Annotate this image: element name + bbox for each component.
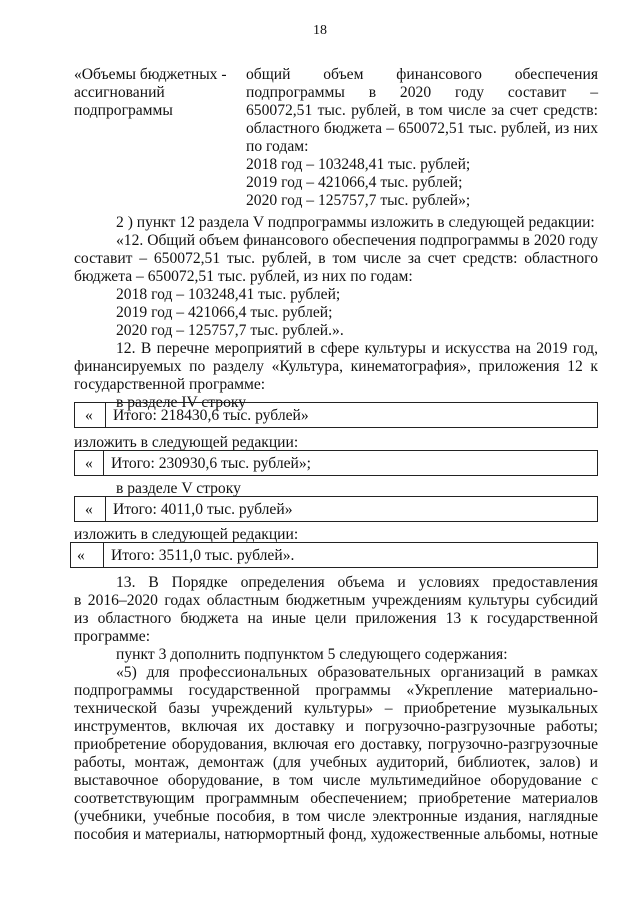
paragraph-line: «12. Общий объем финансового обеспечения подпрограммы в 2020 году: [116, 232, 598, 249]
paragraph-line: государственной программе:: [74, 376, 266, 393]
paragraph-line: программе:: [74, 628, 151, 645]
section-label: в разделе IV строку: [116, 394, 247, 411]
paragraph-line: подпрограммы государственной программы «Укрепление материально-: [74, 682, 598, 699]
paragraph-line: пособия и материалы, натюрмортный фонд, художественные альбомы, нотные: [74, 826, 598, 843]
table-left-line: «Объемы бюджетных -: [74, 66, 227, 83]
paragraph-line: финансируемых по разделу «Культура, кинематография», приложения 12 к: [74, 358, 598, 375]
cell-divider: [103, 451, 104, 475]
cell-divider: [105, 403, 106, 427]
paragraph-line: 2019 год – 421066,4 тыс. рублей;: [116, 304, 333, 321]
table-right-line: областного бюджета – 650072,51 тыс. рублей, из них: [246, 120, 598, 137]
paragraph-line: (учебники, учебные пособия, в том числе электронные издания, наглядные: [74, 808, 598, 825]
paragraph-line: работы, монтаж, демонтаж (для учебных аудиторий, библиотек, залов) и: [74, 754, 598, 771]
row-total-text: Итого: 3511,0 тыс. рублей».: [111, 547, 295, 564]
paragraph-line: приобретение оборудования, включая его доставку, погрузочно-разгрузочные: [74, 736, 598, 753]
replace-label: изложить в следующей редакции:: [74, 526, 299, 543]
paragraph-line: 12. В перечне мероприятий в сфере культуры и искусства на 2019 год,: [116, 340, 598, 357]
cell-divider: [105, 497, 106, 521]
table-right-line: 2020 год – 125757,7 тыс. рублей»;: [246, 192, 471, 209]
paragraph-line: 13. В Порядке определения объема и условиях предоставления: [116, 574, 598, 591]
quote-mark: «: [85, 501, 93, 518]
paragraph-line: соответствующим программным обеспечением; приобретение материалов: [74, 790, 598, 807]
paragraph-line: технической базы учреждений культуры» – приобретение музыкальных: [74, 700, 598, 717]
replace-label: изложить в следующей редакции:: [74, 434, 299, 451]
cell-divider: [103, 543, 104, 567]
table-row-box: [74, 450, 598, 476]
table-row-box: [74, 496, 598, 522]
paragraph-intro: пункт 3 дополнить подпунктом 5 следующего содержания:: [116, 646, 508, 663]
table-left-line: ассигнований: [74, 84, 165, 101]
row-total-text: Итого: 230930,6 тыс. рублей»;: [111, 455, 311, 472]
table-right-line: 2018 год – 103248,41 тыс. рублей;: [246, 156, 471, 173]
paragraph-line: 2020 год – 125757,7 тыс. рублей.».: [116, 322, 344, 339]
page-number: 18: [313, 23, 327, 38]
quote-mark: «: [85, 407, 93, 424]
paragraph-line: «5) для профессиональных образовательных организаций в рамках: [116, 664, 598, 681]
paragraph-line: инструментов, включая их доставку и погрузочно-разгрузочные работы;: [74, 718, 598, 735]
section-label: в разделе V строку: [116, 480, 241, 497]
paragraph-line: 2018 год – 103248,41 тыс. рублей;: [116, 286, 341, 303]
paragraph-line: из областного бюджета на иные цели приложения 13 к государственной: [74, 610, 598, 627]
row-total-text: Итого: 4011,0 тыс. рублей»: [113, 501, 293, 518]
paragraph-line: бюджета – 650072,51 тыс. рублей, из них по годам:: [74, 268, 413, 285]
quote-mark: «: [85, 455, 93, 472]
table-right-line: по годам:: [246, 138, 309, 155]
paragraph-line: выставочное оборудование, в том числе мультимедийное оборудование с: [74, 772, 598, 789]
quote-mark: «: [77, 547, 85, 564]
paragraph-line: составит – 650072,51 тыс. рублей, в том числе за счет средств: областного: [74, 250, 598, 267]
table-right-line: общий объем финансового обеспечения: [246, 66, 598, 83]
table-right-line: 2019 год – 421066,4 тыс. рублей;: [246, 174, 463, 191]
table-right-line: подпрограммы в 2020 году составит –: [246, 84, 598, 101]
paragraph-intro: 2 ) пункт 12 раздела V подпрограммы изложить в следующей редакции:: [116, 214, 595, 231]
table-row-box: [74, 402, 598, 428]
table-left-line: подпрограммы: [74, 102, 173, 119]
row-total-text: Итого: 218430,6 тыс. рублей»: [113, 407, 309, 424]
table-row-box: [70, 542, 598, 568]
paragraph-line: в 2016–2020 годах областным бюджетным учреждениям культуры субсидий: [74, 592, 598, 609]
table-right-line: 650072,51 тыс. рублей, в том числе за счет средств:: [246, 102, 598, 119]
